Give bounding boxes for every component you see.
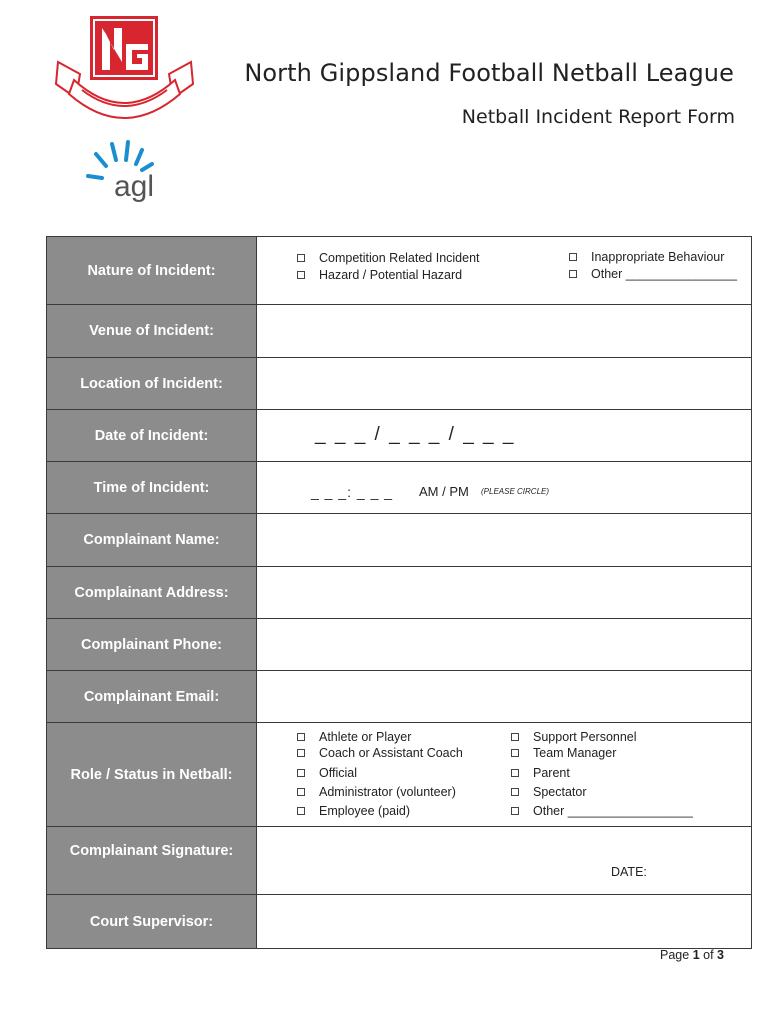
checkbox-icon[interactable] bbox=[297, 769, 305, 777]
please-circle-note: (PLEASE CIRCLE) bbox=[481, 487, 550, 496]
complainant-name-field[interactable] bbox=[257, 514, 751, 566]
signature-date-label: DATE: bbox=[611, 865, 647, 879]
page-title: North Gippsland Football Netball League bbox=[244, 59, 734, 87]
checkbox-icon[interactable] bbox=[511, 788, 519, 796]
checkbox-icon[interactable] bbox=[511, 733, 519, 741]
venue-label: Venue of Incident: bbox=[47, 305, 257, 357]
checkbox-administrator[interactable]: Administrator (volunteer) bbox=[297, 785, 456, 799]
checkbox-icon[interactable] bbox=[511, 749, 519, 757]
checkbox-spectator[interactable]: Spectator bbox=[511, 785, 587, 799]
checkbox-icon[interactable] bbox=[297, 271, 305, 279]
checkbox-other[interactable]: Other ________________ bbox=[569, 267, 737, 281]
complainant-address-row bbox=[47, 567, 751, 619]
league-logo bbox=[52, 14, 197, 129]
time-row bbox=[47, 462, 751, 514]
checkbox-team-manager[interactable]: Team Manager bbox=[511, 746, 616, 760]
role-label: Role / Status in Netball: bbox=[47, 723, 257, 826]
location-row bbox=[47, 358, 751, 410]
supervisor-field[interactable] bbox=[257, 895, 751, 948]
supervisor-label: Court Supervisor: bbox=[47, 895, 257, 948]
page-number: Page 1 of 3 bbox=[660, 948, 724, 962]
checkbox-official[interactable]: Official bbox=[297, 766, 357, 780]
signature-label: Complainant Signature: bbox=[47, 827, 257, 894]
checkbox-icon[interactable] bbox=[297, 788, 305, 796]
checkbox-icon[interactable] bbox=[297, 254, 305, 262]
checkbox-hazard[interactable]: Hazard / Potential Hazard bbox=[297, 268, 462, 282]
location-field[interactable] bbox=[257, 358, 751, 409]
form-subtitle: Netball Incident Report Form bbox=[461, 106, 735, 128]
checkbox-icon[interactable] bbox=[511, 807, 519, 815]
supervisor-row bbox=[47, 895, 751, 948]
agl-logo bbox=[84, 140, 174, 202]
nature-row bbox=[47, 237, 751, 305]
complainant-email-label: Complainant Email: bbox=[47, 671, 257, 722]
checkbox-icon[interactable] bbox=[297, 807, 305, 815]
time-field[interactable] bbox=[257, 462, 751, 513]
signature-field[interactable] bbox=[257, 827, 751, 894]
role-options bbox=[257, 723, 751, 826]
date-field[interactable] bbox=[257, 410, 751, 461]
checkbox-icon[interactable] bbox=[297, 733, 305, 741]
complainant-address-field[interactable] bbox=[257, 567, 751, 618]
location-label: Location of Incident: bbox=[47, 358, 257, 409]
checkbox-icon[interactable] bbox=[569, 253, 577, 261]
nature-options bbox=[257, 237, 751, 304]
signature-row bbox=[47, 827, 751, 895]
complainant-phone-row bbox=[47, 619, 751, 671]
checkbox-inappropriate[interactable]: Inappropriate Behaviour bbox=[569, 250, 724, 264]
incident-form-table bbox=[46, 236, 752, 949]
venue-field[interactable] bbox=[257, 305, 751, 357]
am-pm-choice[interactable]: AM / PM bbox=[419, 484, 469, 499]
role-row bbox=[47, 723, 751, 827]
checkbox-athlete[interactable]: Athlete or Player bbox=[297, 730, 411, 744]
nature-label: Nature of Incident: bbox=[47, 237, 257, 304]
checkbox-coach[interactable]: Coach or Assistant Coach bbox=[297, 746, 463, 760]
complainant-name-label: Complainant Name: bbox=[47, 514, 257, 566]
svg-text:agl: agl bbox=[114, 170, 155, 202]
checkbox-employee[interactable]: Employee (paid) bbox=[297, 804, 410, 818]
date-label: Date of Incident: bbox=[47, 410, 257, 461]
time-blank: _ _ _: _ _ _ bbox=[311, 484, 394, 500]
complainant-email-field[interactable] bbox=[257, 671, 751, 722]
checkbox-icon[interactable] bbox=[511, 769, 519, 777]
venue-row bbox=[47, 305, 751, 358]
date-blank: _ _ _ / _ _ _ / _ _ _ bbox=[315, 424, 516, 445]
complainant-phone-label: Complainant Phone: bbox=[47, 619, 257, 670]
time-label: Time of Incident: bbox=[47, 462, 257, 513]
complainant-address-label: Complainant Address: bbox=[47, 567, 257, 618]
checkbox-competition[interactable]: Competition Related Incident bbox=[297, 251, 480, 265]
date-row bbox=[47, 410, 751, 462]
checkbox-icon[interactable] bbox=[569, 270, 577, 278]
checkbox-role-other[interactable]: Other __________________ bbox=[511, 804, 693, 818]
checkbox-support-personnel[interactable]: Support Personnel bbox=[511, 730, 637, 744]
complainant-phone-field[interactable] bbox=[257, 619, 751, 670]
complainant-email-row bbox=[47, 671, 751, 723]
complainant-name-row bbox=[47, 514, 751, 567]
checkbox-icon[interactable] bbox=[297, 749, 305, 757]
checkbox-parent[interactable]: Parent bbox=[511, 766, 570, 780]
